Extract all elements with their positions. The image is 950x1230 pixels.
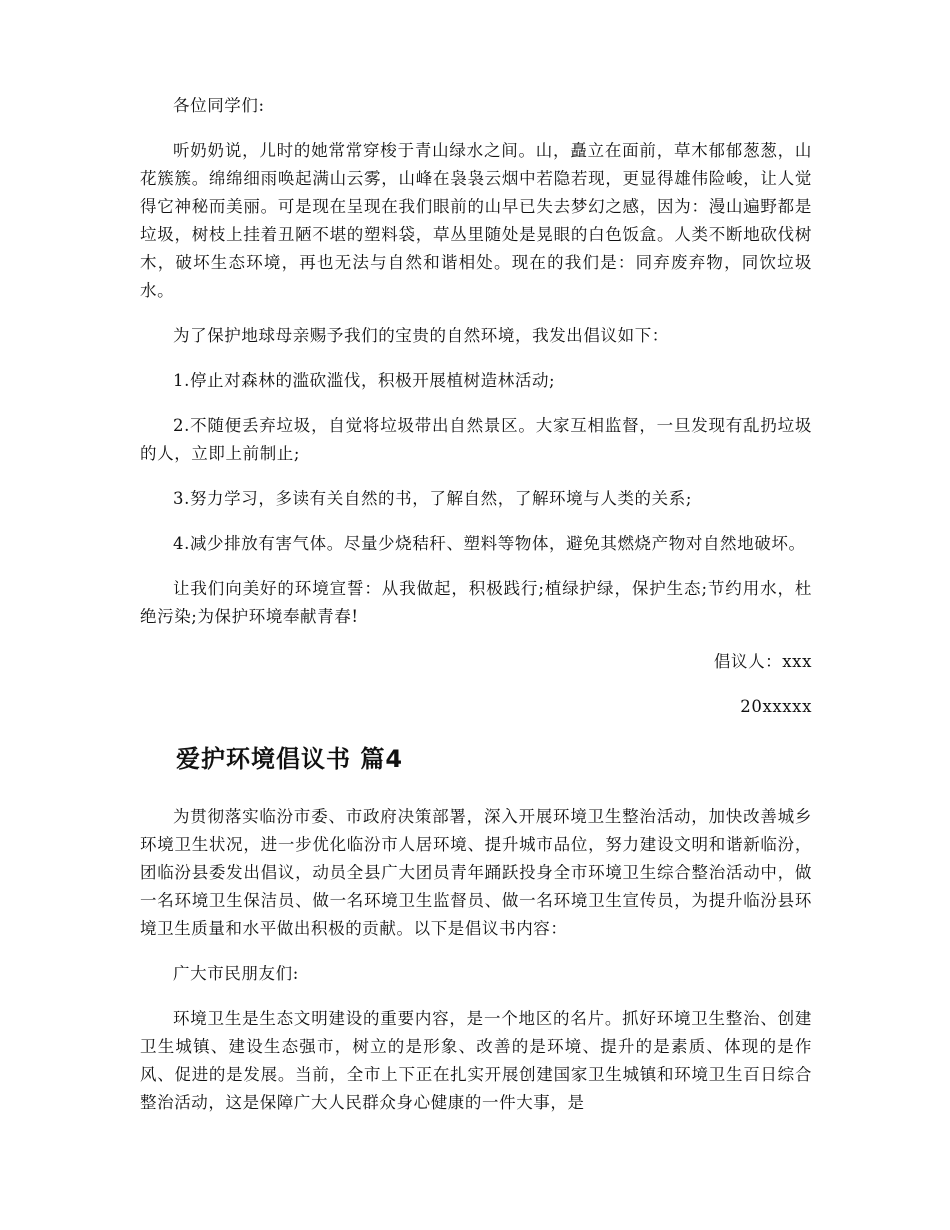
section-heading: 爱护环境倡议书 篇4 — [176, 745, 404, 773]
list-item: 3.努力学习，多读有关自然的书，了解自然，了解环境与人类的关系; — [173, 489, 693, 508]
list-item: 1.停止对森林的滥砍滥伐，积极开展植树造林活动; — [173, 371, 556, 390]
document-body — [140, 92, 812, 1117]
body-paragraph: 为了保护地球母亲赐予我们的宝贵的自然环境，我发出倡议如下： — [173, 326, 669, 345]
list-item: 2.不随便丢弃垃圾，自觉将垃圾带出自然景区。大家互相监督，一旦发现有乱扔垃圾的人，立即上前制止; — [140, 416, 812, 463]
pledge-paragraph: 让我们向美好的环境宣誓：从我做起，积极践行;植绿护绿，保护生态;节约用水，杜绝污染;为保护环境奉献青春! — [140, 579, 812, 626]
date-line: 20xxxxx — [740, 697, 812, 716]
body-paragraph: 听奶奶说，儿时的她常常穿梭于青山绿水之间。山，矗立在面前，草木郁郁葱葱，山花簇簇。绵绵细雨唤起满山云雾，山峰在袅袅云烟中若隐若现，更显得雄伟险峻，让人觉得它神秘而美丽。可是现在呈现在我们眼前的山早已失去梦幻之感，因为：漫山遍野都是垃圾，树枝上挂着丑陋不堪的塑料袋，草丛里随处是晃眼的白色饭盒。人类不断地砍伐树木，破坏生态环境，再也无法与自然和谐相处。现在的我们是：同弃废弃物，同饮垃圾水。 — [140, 141, 812, 300]
signer-line: 倡议人：xxx — [713, 652, 812, 671]
list-item: 4.减少排放有害气体。尽量少烧秸秆、塑料等物体，避免其燃烧产物对自然地破坏。 — [173, 534, 806, 553]
body-paragraph: 为贯彻落实临汾市委、市政府决策部署，深入开展环境卫生整治活动，加快改善城乡环境卫生状况，进一步优化临汾市人居环境、提升城市品位，努力建设文明和谐新临汾，团临汾县委发出倡议，动员全县广大团员青年踊跃投身全市环境卫生综合整治活动中，做一名环境卫生保洁员、做一名环境卫生监督员、做一名环境卫生宣传员，为提升临汾县环境卫生质量和水平做出积极的贡献。以下是倡议书内容： — [140, 807, 812, 938]
greeting-paragraph: 广大市民朋友们: — [173, 964, 299, 983]
greeting-paragraph: 各位同学们: — [173, 96, 265, 115]
body-paragraph: 环境卫生是生态文明建设的重要内容，是一个地区的名片。抓好环境卫生整治、创建卫生城镇、建设生态强市，树立的是形象、改善的是环境、提升的是素质、体现的是作风、促进的是发展。当前，全市上下正在扎实开展创建国家卫生城镇和环境卫生百日综合整治活动，这是保障广大人民群众身心健康的一件大事，是 — [140, 1009, 812, 1112]
